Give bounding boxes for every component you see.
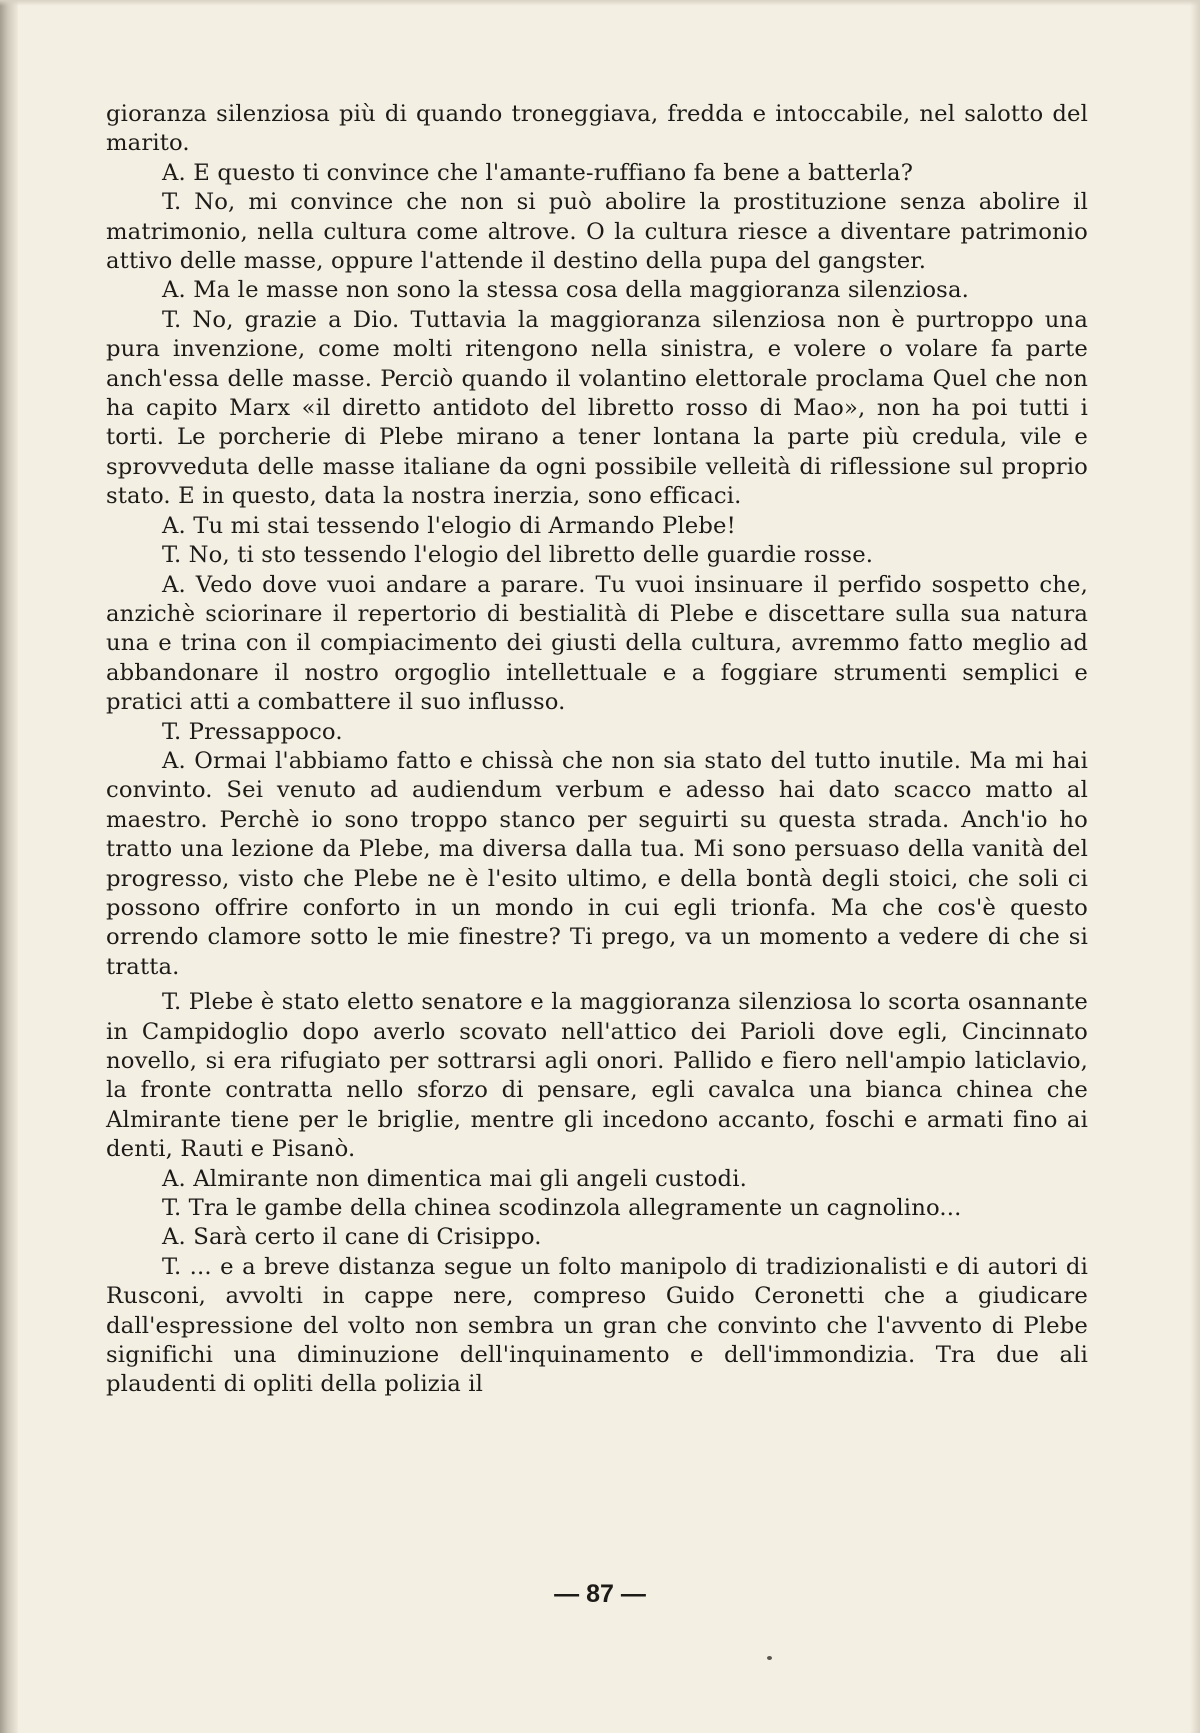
dialogue-paragraph: T. Plebe è stato eletto senatore e la maggioranza silenziosa lo scorta osannante in Campidoglio dopo averlo scovato nell'attico dei Parioli dove egli, Cincinnato novello, si era rifugiato per sottrarsi agli onori. Pallido e fiero nell'ampio laticlavio, la fronte contratta nello sforzo di pensare, egli cavalca una bianca chinea che Almirante tiene per le briglie, mentre gli incedono accanto, foschi e armati fino ai denti, Rauti e Pisanò. (106, 989, 1088, 1163)
dialogue-paragraph: A. Tu mi stai tessendo l'elogio di Armando Plebe! (162, 512, 736, 539)
dialogue-paragraph: A. Almirante non dimentica mai gli angeli custodi. (162, 1165, 747, 1192)
page-binding-edge (0, 0, 18, 1733)
dialogue-paragraph: T. No, grazie a Dio. Tuttavia la maggioranza silenziosa non è purtroppo una pura invenzione, come molti ritengono nella sinistra, e volere o volare fa parte anch'essa delle masse. Perciò quando il volantino elettorale proclama Quel che non ha capito Marx «il diretto antidoto del libretto rosso di Mao», non ha poi tutti i torti. Le porcherie di Plebe mirano a tener lontana la parte più credula, vile e sprovveduta delle masse italiane da ogni possibile velleità di riflessione sul proprio stato. E in questo, data la nostra inerzia, sono efficaci. (106, 306, 1088, 510)
dialogue-paragraph: T. No, mi convince che non si può abolire la prostituzione senza abolire il matrimonio, nella cultura come altrove. O la cultura riesce a diventare patrimonio attivo delle masse, oppure l'attende il destino della pupa del gangster. (106, 189, 1088, 275)
dialogue-paragraph: T. No, ti sto tessendo l'elogio del libretto delle guardie rosse. (162, 542, 874, 569)
dialogue-paragraph: T. Tra le gambe della chinea scodinzola allegramente un cagnolino... (162, 1195, 962, 1222)
dialogue-paragraph: A. E questo ti convince che l'amante-ruffiano fa bene a batterla? (162, 159, 914, 186)
page-number: — 87 — (554, 1580, 646, 1608)
print-speck (767, 1656, 772, 1660)
dialogue-paragraph: A. Ma le masse non sono la stessa cosa della maggioranza silenziosa. (162, 277, 969, 304)
dialogue-paragraph: A. Vedo dove vuoi andare a parare. Tu vuoi insinuare il perfido sospetto che, anzichè sciorinare il repertorio di bestialità di Plebe e discettare sulla sua natura una e trina con il compiacimento dei giusti della cultura, avremmo fatto meglio ad abbandonare il nostro orgoglio intellettuale e a foggiare strumenti semplici e pratici atti a combattere il suo influsso. (106, 571, 1088, 716)
page-top-shadow (0, 0, 1200, 6)
dialogue-paragraph: A. Sarà certo il cane di Crisippo. (162, 1224, 542, 1251)
dialogue-paragraph: T. Pressappoco. (162, 718, 343, 745)
paragraph-continuation: gioranza silenziosa più di quando troneggiava, fredda e intoccabile, nel salotto del marito. (106, 101, 1088, 157)
dialogue-paragraph: T. ... e a breve distanza segue un folto manipolo di tradizionalisti e di autori di Rusconi, avvolti in cappe nere, compreso Guido Ceronetti che a giudicare dall'espressione del volto non sembra un gran che convinto che l'avvento di Plebe significhi una diminuzione dell'inquinamento e dell'immondizia. Tra due ali plaudenti di opliti della polizia il (106, 1253, 1088, 1398)
page-right-shadow (1190, 0, 1200, 1733)
body-text (106, 100, 1088, 1400)
dialogue-paragraph: A. Ormai l'abbiamo fatto e chissà che non sia stato del tutto inutile. Ma mi hai convinto. Sei venuto ad audiendum verbum e adesso hai dato scacco matto al maestro. Perchè io sono troppo stanco per seguirti su questa strada. Anch'io ho tratto una lezione da Plebe, ma diversa dalla tua. Mi sono persuaso della vanità del progresso, visto che Plebe ne è l'esito ultimo, e della bontà degli stoici, che soli ci possono offrire conforto in un mondo in cui egli trionfa. Ma che cos'è questo orrendo clamore sotto le mie finestre? Ti prego, va un momento a vedere di che si tratta. (106, 747, 1088, 980)
